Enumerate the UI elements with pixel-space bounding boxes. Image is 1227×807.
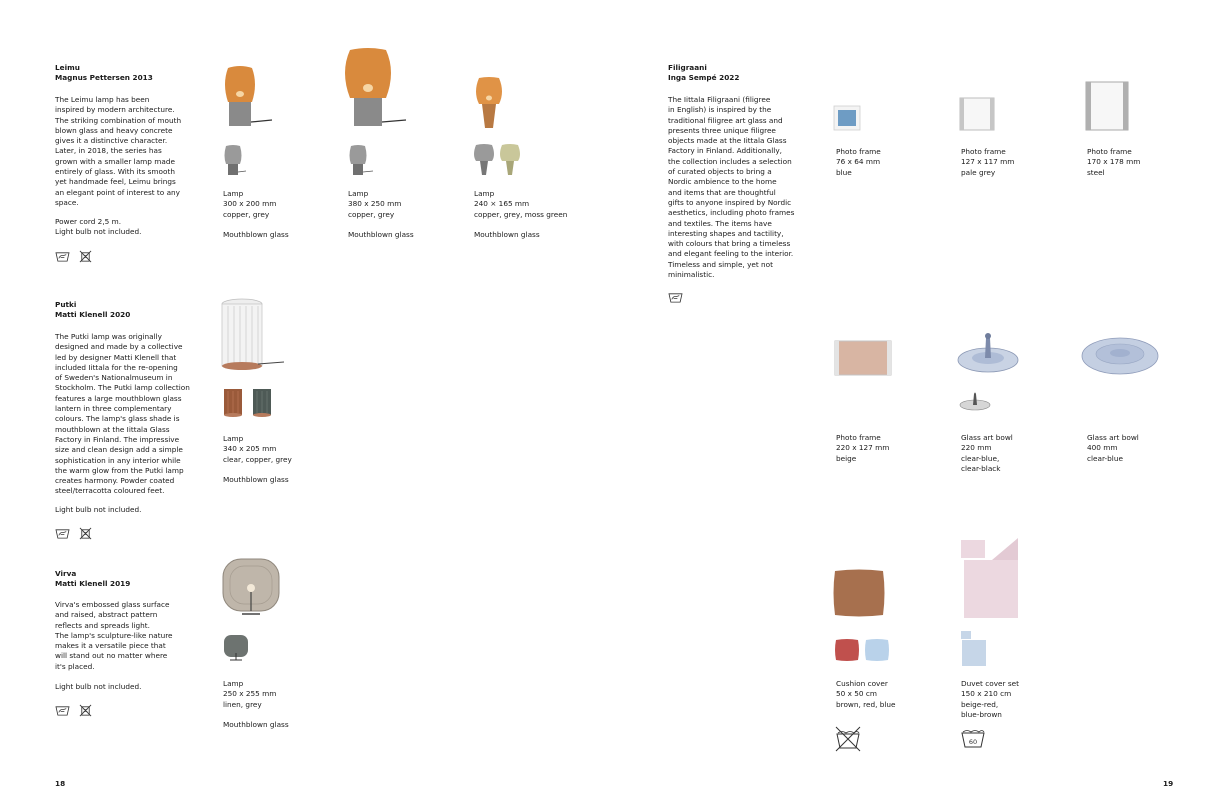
cushion-cover-red-blue-thumbnail: [834, 638, 894, 666]
leimu-product-3-material: Mouthblown glass: [474, 230, 540, 239]
leimu-description: The Leimu lamp has been inspired by modern architecture. The striking combination of mouth blown glass and heavy concrete gives it a distinctive character. Later, in 2018, the series has grown with a smaller lamp made entirely of glass. With its smooth yet handmade feel, Leimu brings an elegant point of interest to any space.: [55, 95, 182, 207]
product-glass-art-bowl-220-spec: Glass art bowl 220 mm clear-blue, clear-black: [961, 433, 1013, 473]
do-not-wash-icon: [835, 726, 861, 752]
putki-lamp-copper-grey-thumbnail: [223, 387, 279, 421]
duvet-cover-set-blue-brown-thumbnail: [960, 630, 990, 668]
leimu-lamp-large-copper-image: [342, 48, 410, 132]
no-dishwasher-icon: [78, 704, 93, 717]
leimu-lamp-small-copper-image: [473, 76, 513, 132]
product-photo-frame-pale-grey-spec: Photo frame 127 x 117 mm pale grey: [961, 147, 1015, 177]
filigraani-description: The Iittala Filigraani (filigree in English) is inspired by the traditional filigree art glass and presents three unique filigree objects made at the Iittala Glass Factory in Finland. Additionally, the collection includes a selection of curated objects to bring a Nordic ambience to the home and items that are thoughtful gifts to anyone inspired by Nordic aesthetics, including photo frames and textiles. The items have interesting shapes and tactility, with colours that bring a timeless and elegant feeling to the interior. Timeless and simple, yet not minimalistic.: [668, 95, 795, 280]
filigraani-heading: Filigraani Inga Sempé 2022: [668, 63, 740, 83]
product-glass-art-bowl-400-spec: Glass art bowl 400 mm clear-blue: [1087, 433, 1139, 463]
putki-description: The Putki lamp was originally designed and made by a collective led by designer Matti Klenell that included Iittala for the re-opening of Sweden's Nationalmuseum in Stockholm. The Putki lamp collection features a large mouthblown glass lantern in three complementary colours. The lamp's glass shade is mouthblown at the Iittala Glass Factory in Finland. The impressive size and clean design add a simple sophistication in any interior while the warm glow from the Putki lamp creates harmony. Powder coated steel/terracotta coloured feet.: [55, 332, 190, 496]
handwash-icon: [668, 291, 683, 304]
glass-art-bowl-400-image: [1080, 334, 1164, 378]
glass-art-bowl-220-black-thumbnail: [958, 390, 994, 414]
leimu-notes: Power cord 2,5 m. Light bulb not included.: [55, 217, 142, 237]
handwash-icon: [55, 527, 70, 540]
page-number-left: 18: [55, 779, 66, 788]
handwash-icon: [55, 250, 70, 263]
virva-lamp-grey-thumbnail: [222, 633, 252, 663]
no-dishwasher-icon: [78, 250, 93, 263]
leimu-product-1-material: Mouthblown glass: [223, 230, 289, 239]
putki-heading: Putki Matti Klenell 2020: [55, 300, 131, 320]
cushion-cover-brown-image: [832, 567, 890, 623]
product-cushion-cover-spec: Cushion cover 50 x 50 cm brown, red, blue: [836, 679, 896, 709]
wash-60-label: 60: [968, 738, 978, 746]
glass-art-bowl-220-image: [955, 330, 1023, 380]
leimu-product-2-material: Mouthblown glass: [348, 230, 414, 239]
leimu-lamp-grey-thumbnail: [223, 144, 247, 178]
page-number-right: 19: [1163, 779, 1174, 788]
duvet-cover-set-beige-red-image: [958, 536, 1022, 622]
virva-product-spec: Lamp 250 x 255 mm linen, grey: [223, 679, 277, 709]
photo-frame-blue-image: [833, 104, 863, 132]
leimu-heading: Leimu Magnus Pettersen 2013: [55, 63, 153, 83]
putki-product-spec: Lamp 340 x 205 mm clear, copper, grey: [223, 434, 292, 464]
leimu-lamp-copper-image: [220, 64, 278, 132]
putki-notes: Light bulb not included.: [55, 505, 142, 514]
leimu-lamp-large-grey-thumbnail: [348, 144, 376, 178]
virva-lamp-linen-image: [220, 556, 286, 620]
product-photo-frame-beige-spec: Photo frame 220 x 127 mm beige: [836, 433, 890, 463]
product-photo-frame-steel-spec: Photo frame 170 x 178 mm steel: [1087, 147, 1141, 177]
leimu-product-2-spec: Lamp 380 x 250 mm copper, grey: [348, 189, 402, 219]
leimu-lamp-small-grey-green-thumbnail: [474, 143, 522, 177]
virva-heading: Virva Matti Klenell 2019: [55, 569, 131, 589]
leimu-product-3-spec: Lamp 240 × 165 mm copper, grey, moss green: [474, 189, 568, 219]
virva-notes: Light bulb not included.: [55, 682, 142, 691]
no-dishwasher-icon: [78, 527, 93, 540]
handwash-icon: [55, 704, 70, 717]
putki-lamp-clear-image: [220, 298, 290, 376]
photo-frame-steel-image: [1084, 80, 1132, 134]
leimu-product-1-spec: Lamp 300 x 200 mm copper, grey: [223, 189, 277, 219]
putki-product-material: Mouthblown glass: [223, 475, 289, 484]
photo-frame-beige-image: [833, 339, 895, 379]
product-duvet-cover-set-spec: Duvet cover set 150 x 210 cm beige-red, blue-brown: [961, 679, 1019, 719]
product-photo-frame-blue-spec: Photo frame 76 x 64 mm blue: [836, 147, 881, 177]
virva-product-material: Mouthblown glass: [223, 720, 289, 729]
photo-frame-pale-grey-image: [958, 96, 998, 134]
wash-60-icon: [961, 729, 985, 749]
virva-description: Virva's embossed glass surface and raised, abstract pattern reflects and spreads light. The lamp's sculpture-like nature makes it a versatile piece that will stand out no matter where it's placed.: [55, 600, 173, 671]
